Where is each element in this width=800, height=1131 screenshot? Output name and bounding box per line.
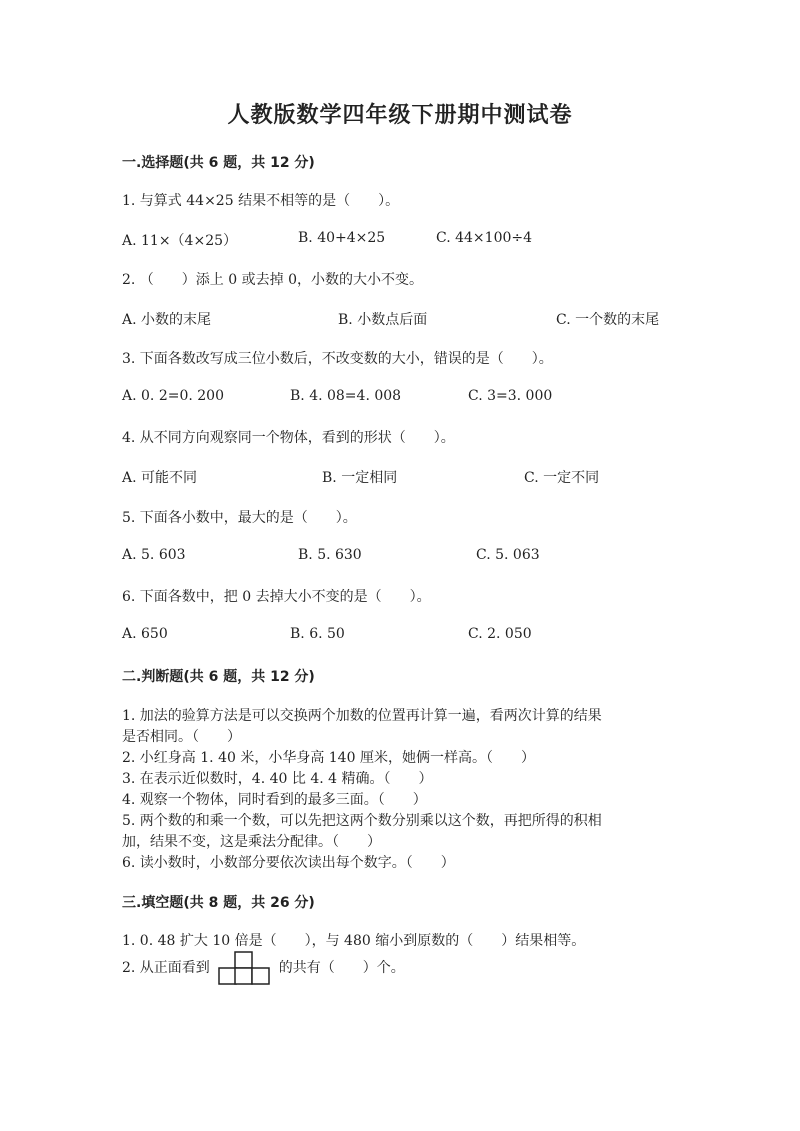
judgment-line: 3. 在表示近似数时，4. 40 比 4. 4 精确。（ ） <box>122 771 433 787</box>
option-c: C. 3=3. 000 <box>468 388 553 404</box>
block-view-figure <box>218 950 270 986</box>
question-stem: 4. 从不同方向观察同一个物体，看到的形状（ ）。 <box>122 430 455 446</box>
option-c: C. 一个数的末尾 <box>556 312 660 328</box>
section-2-heading: 二.判断题(共 6 题，共 12 分) <box>122 669 315 685</box>
option-a: A. 小数的末尾 <box>122 312 212 328</box>
fill-question <box>122 948 405 988</box>
judgment-line: 5. 两个数的和乘一个数，可以先把这两个数分别乘以这个数，再把所得的积相 <box>122 813 602 829</box>
fill-question: 1. 0. 48 扩大 10 倍是（ ），与 480 缩小到原数的（ ）结果相等。 <box>122 933 586 949</box>
option-b: B. 4. 08=4. 008 <box>290 388 402 404</box>
option-b: B. 5. 630 <box>298 547 362 563</box>
option-c: C. 2. 050 <box>468 626 532 642</box>
option-c: C. 5. 063 <box>476 547 540 563</box>
question-stem: 1. 与算式 44×25 结果不相等的是（ ）。 <box>122 193 400 209</box>
option-a: A. 0. 2=0. 200 <box>122 388 224 404</box>
question-stem: 2. （ ）添上 0 或去掉 0，小数的大小不变。 <box>122 272 423 288</box>
option-a: A. 5. 603 <box>122 547 186 563</box>
option-b: B. 6. 50 <box>290 626 345 642</box>
option-b: B. 一定相同 <box>322 470 398 486</box>
option-a: A. 可能不同 <box>122 470 198 486</box>
option-c: C. 44×100÷4 <box>436 230 533 246</box>
option-a: A. 650 <box>122 626 168 642</box>
fill-question-text: 的共有（ ）个。 <box>278 960 405 976</box>
fill-question-text: 2. 从正面看到 <box>122 960 210 976</box>
option-c: C. 一定不同 <box>524 470 600 486</box>
option-a: A. 11×（4×25） <box>122 233 238 249</box>
section-1-heading: 一.选择题(共 6 题，共 12 分) <box>122 155 315 171</box>
judgment-line: 1. 加法的验算方法是可以交换两个加数的位置再计算一遍，看两次计算的结果 <box>122 708 602 724</box>
page-title: 人教版数学四年级下册期中测试卷 <box>227 103 573 128</box>
judgment-line: 是否相同。（ ） <box>122 729 241 745</box>
question-stem: 5. 下面各小数中，最大的是（ ）。 <box>122 510 357 526</box>
judgment-line: 4. 观察一个物体，同时看到的最多三面。（ ） <box>122 792 427 808</box>
judgment-line: 加，结果不变，这是乘法分配律。（ ） <box>122 834 381 850</box>
option-b: B. 40+4×25 <box>298 230 386 246</box>
judgment-line: 6. 读小数时，小数部分要依次读出每个数字。（ ） <box>122 855 455 871</box>
question-stem: 6. 下面各数中，把 0 去掉大小不变的是（ ）。 <box>122 589 431 605</box>
judgment-line: 2. 小红身高 1. 40 米，小华身高 140 厘米，她俩一样高。（ ） <box>122 750 535 766</box>
option-b: B. 小数点后面 <box>338 312 428 328</box>
question-stem: 3. 下面各数改写成三位小数后，不改变数的大小，错误的是（ ）。 <box>122 351 553 367</box>
section-3-heading: 三.填空题(共 8 题，共 26 分) <box>122 895 315 911</box>
